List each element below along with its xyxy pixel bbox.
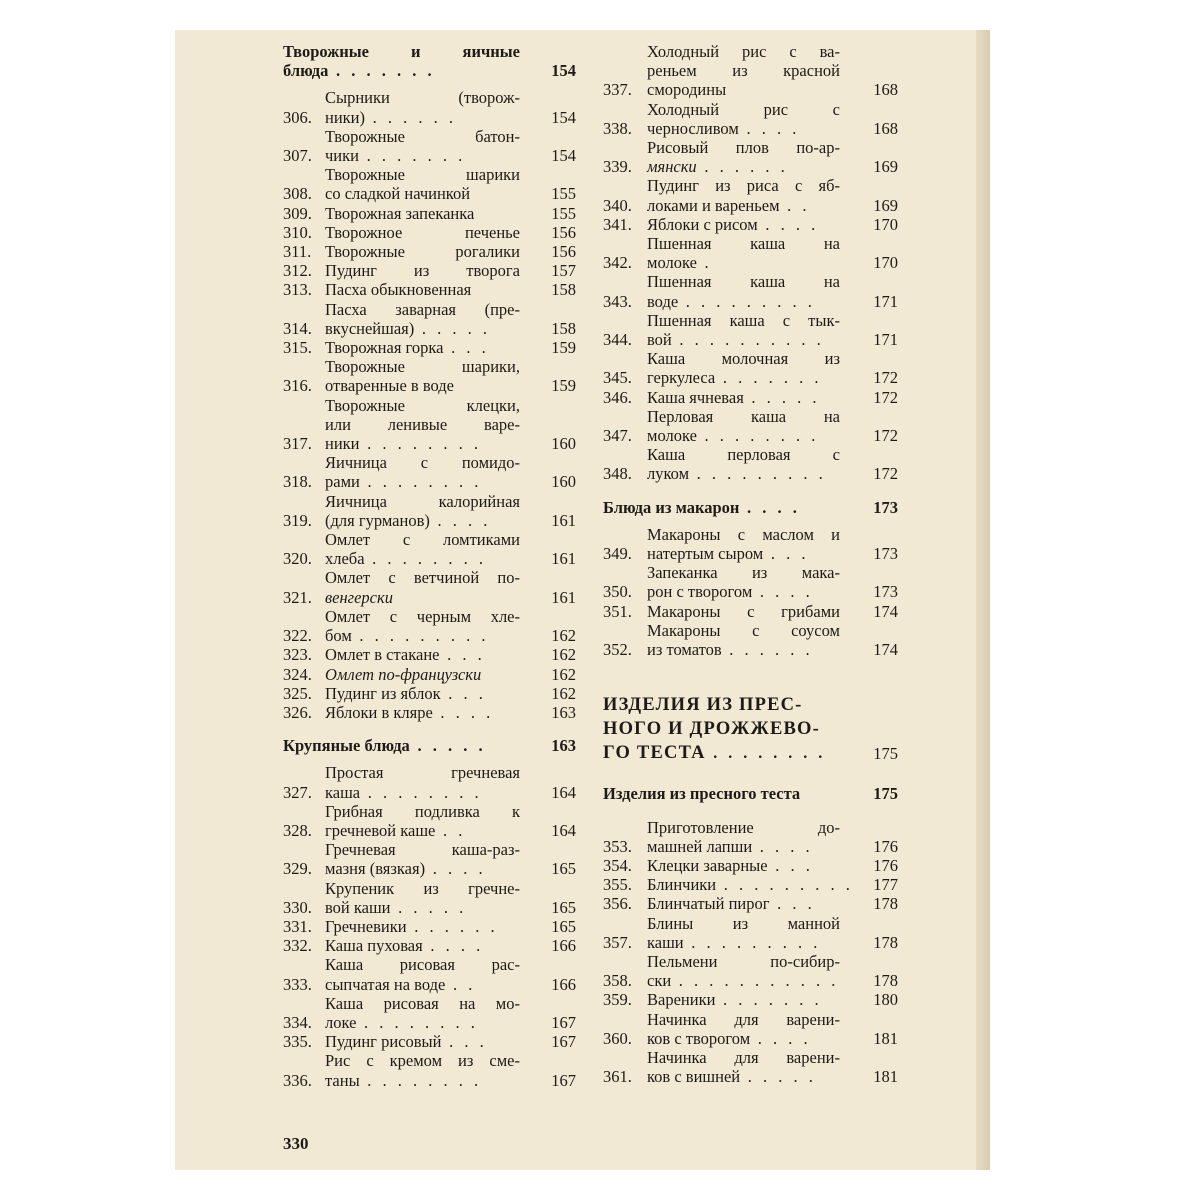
toc-entry: 311. Творожные рогалики 156 [283,242,576,262]
toc-entry: 335. Пудинг рисовый . . . 167 [283,1032,576,1052]
toc-entry: 340. Пудинг из риса с яб- локами и вареньем . . 169 [603,176,898,215]
toc-entry: 333. Каша рисовая рас- сыпчатая на воде . . 166 [283,955,576,994]
toc-entry: 331. Гречневики . . . . . . 165 [283,916,576,936]
toc-entry: 324. Омлет по-французски 162 [283,664,576,684]
toc-section-heading: Творожные и яичные блюда . . . . . . . 154 [283,42,576,81]
toc-entry: 334. Каша рисовая на мо- локе . . . . . . . . 167 [283,993,576,1032]
page-number: 330 [283,1134,309,1153]
toc-entry: 342. Пшенная каша на молоке . 170 [603,234,898,273]
toc-entry: 314. Пасха заварная (пре- вкуснейшая) . . . . . 158 [283,299,576,338]
toc-entry: 330. Крупеник из гречне- вой каши . . . . . 165 [283,878,576,917]
toc-entry: 354. Клецки заварные . . . 176 [603,855,898,875]
toc-entry: 349. Макароны с маслом и натертым сыром . . . 173 [603,524,898,564]
toc-entry: 344. Пшенная каша с тык- вой . . . . . . . . . . 171 [603,310,898,350]
toc-chapter-heading: ИЗДЕЛИЯ ИЗ ПРЕС- НОГО И ДРОЖЖЕВО- ГО ТЕСТА . . . . . . . . 175 [603,695,898,764]
toc-entry: 308. Творожные шарики со сладкой начинкой 155 [283,165,576,204]
toc-entry: 310. Творожное печенье 156 [283,222,576,242]
toc-entry: 338. Холодный рис с черносливом . . . . 168 [603,99,898,138]
toc-entry: 341. Яблоки с рисом . . . . 170 [603,214,898,234]
toc-entry: 332. Каша пуховая . . . . 166 [283,936,576,956]
toc-entry: 358. Пельмени по-сибир- ски . . . . . . . . . . . 178 [603,951,898,991]
toc-entry: 318. Яичница с помидо- рами . . . . . . . . 160 [283,453,576,492]
toc-entry: 315. Творожная горка . . . 159 [283,338,576,358]
toc-column-right [603,42,898,1086]
toc-entry: 316. Творожные шарики, отваренные в воде 159 [283,357,576,396]
toc-entry: 320. Омлет с ломтиками хлеба . . . . . . . . 161 [283,530,576,569]
toc-entry: 326. Яблоки в кляре . . . . 163 [283,702,576,722]
toc-entry: 329. Гречневая каша-раз- мазня (вязкая) . . . . 165 [283,840,576,879]
toc-entry: 357. Блины из манной каши . . . . . . . . . 178 [603,913,898,952]
toc-entry: 322. Омлет с черным хле- бом . . . . . . . . . 162 [283,606,576,646]
toc-entry: 323. Омлет в стакане . . . 162 [283,645,576,665]
toc-entry: 359. Вареники . . . . . . . 180 [603,990,898,1010]
toc-entry: 346. Каша ячневая . . . . . 172 [603,387,898,407]
toc-entry: 345. Каша молочная из геркулеса . . . . . . . 172 [603,349,898,388]
toc-entry: 353. Приготовление до- машней лапши . . . . 176 [603,817,898,856]
toc-entry: 343. Пшенная каша на воде . . . . . . . . . 171 [603,272,898,311]
toc-entry: 337. Холодный рис с ва- реньем из красной смородины 168 [603,42,898,100]
page-fold-shadow [976,30,990,1170]
toc-entry: 347. Перловая каша на молоке . . . . . . . . 172 [603,406,898,446]
toc-entry: 325. Пудинг из яблок . . . 162 [283,683,576,703]
toc-entry: 328. Грибная подливка к гречневой каше . . 164 [283,801,576,840]
toc-section-heading: Блюда из макарон . . . . 173 [603,497,898,517]
toc-entry: 336. Рис с кремом из сме- таны . . . . . . . . 167 [283,1051,576,1090]
toc-entry: 306. Сырники (творож- ники) . . . . . . 154 [283,88,576,127]
toc-section-heading: Крупяные блюда . . . . . 163 [283,736,576,756]
toc-entry: 361. Начинка для варени- ков с вишней . . . . . 181 [603,1047,898,1087]
toc-entry: 312. Пудинг из творога 157 [283,261,576,281]
toc-entry: 313. Пасха обыкновенная 158 [283,280,576,300]
toc-entry: 356. Блинчатый пирог . . . 178 [603,894,898,914]
toc-section-heading: Изделия из пресного теста 175 [603,784,898,804]
toc-column-left [283,42,576,1090]
toc-entry: 327. Простая гречневая каша . . . . . . . . 164 [283,763,576,802]
toc-entry: 307. Творожные батон- чики . . . . . . . 154 [283,126,576,166]
toc-entry: 351. Макароны с грибами 174 [603,601,898,621]
toc-entry: 309. Творожная запеканка 155 [283,203,576,223]
toc-entry: 339. Рисовый плов по-ар- мянски . . . . . . 169 [603,138,898,177]
toc-entry: 352. Макароны с соусом из томатов . . . . . . 174 [603,620,898,660]
toc-entry: 360. Начинка для варени- ков с творогом . . . . 181 [603,1009,898,1048]
toc-entry: 355. Блинчики . . . . . . . . . 177 [603,875,898,895]
toc-entry: 348. Каша перловая с луком . . . . . . . . . 172 [603,445,898,484]
toc-entry: 317. Творожные клецки, или ленивые варе- ники . . . . . . . . 160 [283,395,576,454]
toc-entry: 319. Яичница калорийная (для гурманов) . . . . 161 [283,491,576,530]
toc-entry: 321. Омлет с ветчиной по- венгерски 161 [283,568,576,607]
toc-entry: 350. Запеканка из мака- рон с творогом . . . . 173 [603,563,898,602]
